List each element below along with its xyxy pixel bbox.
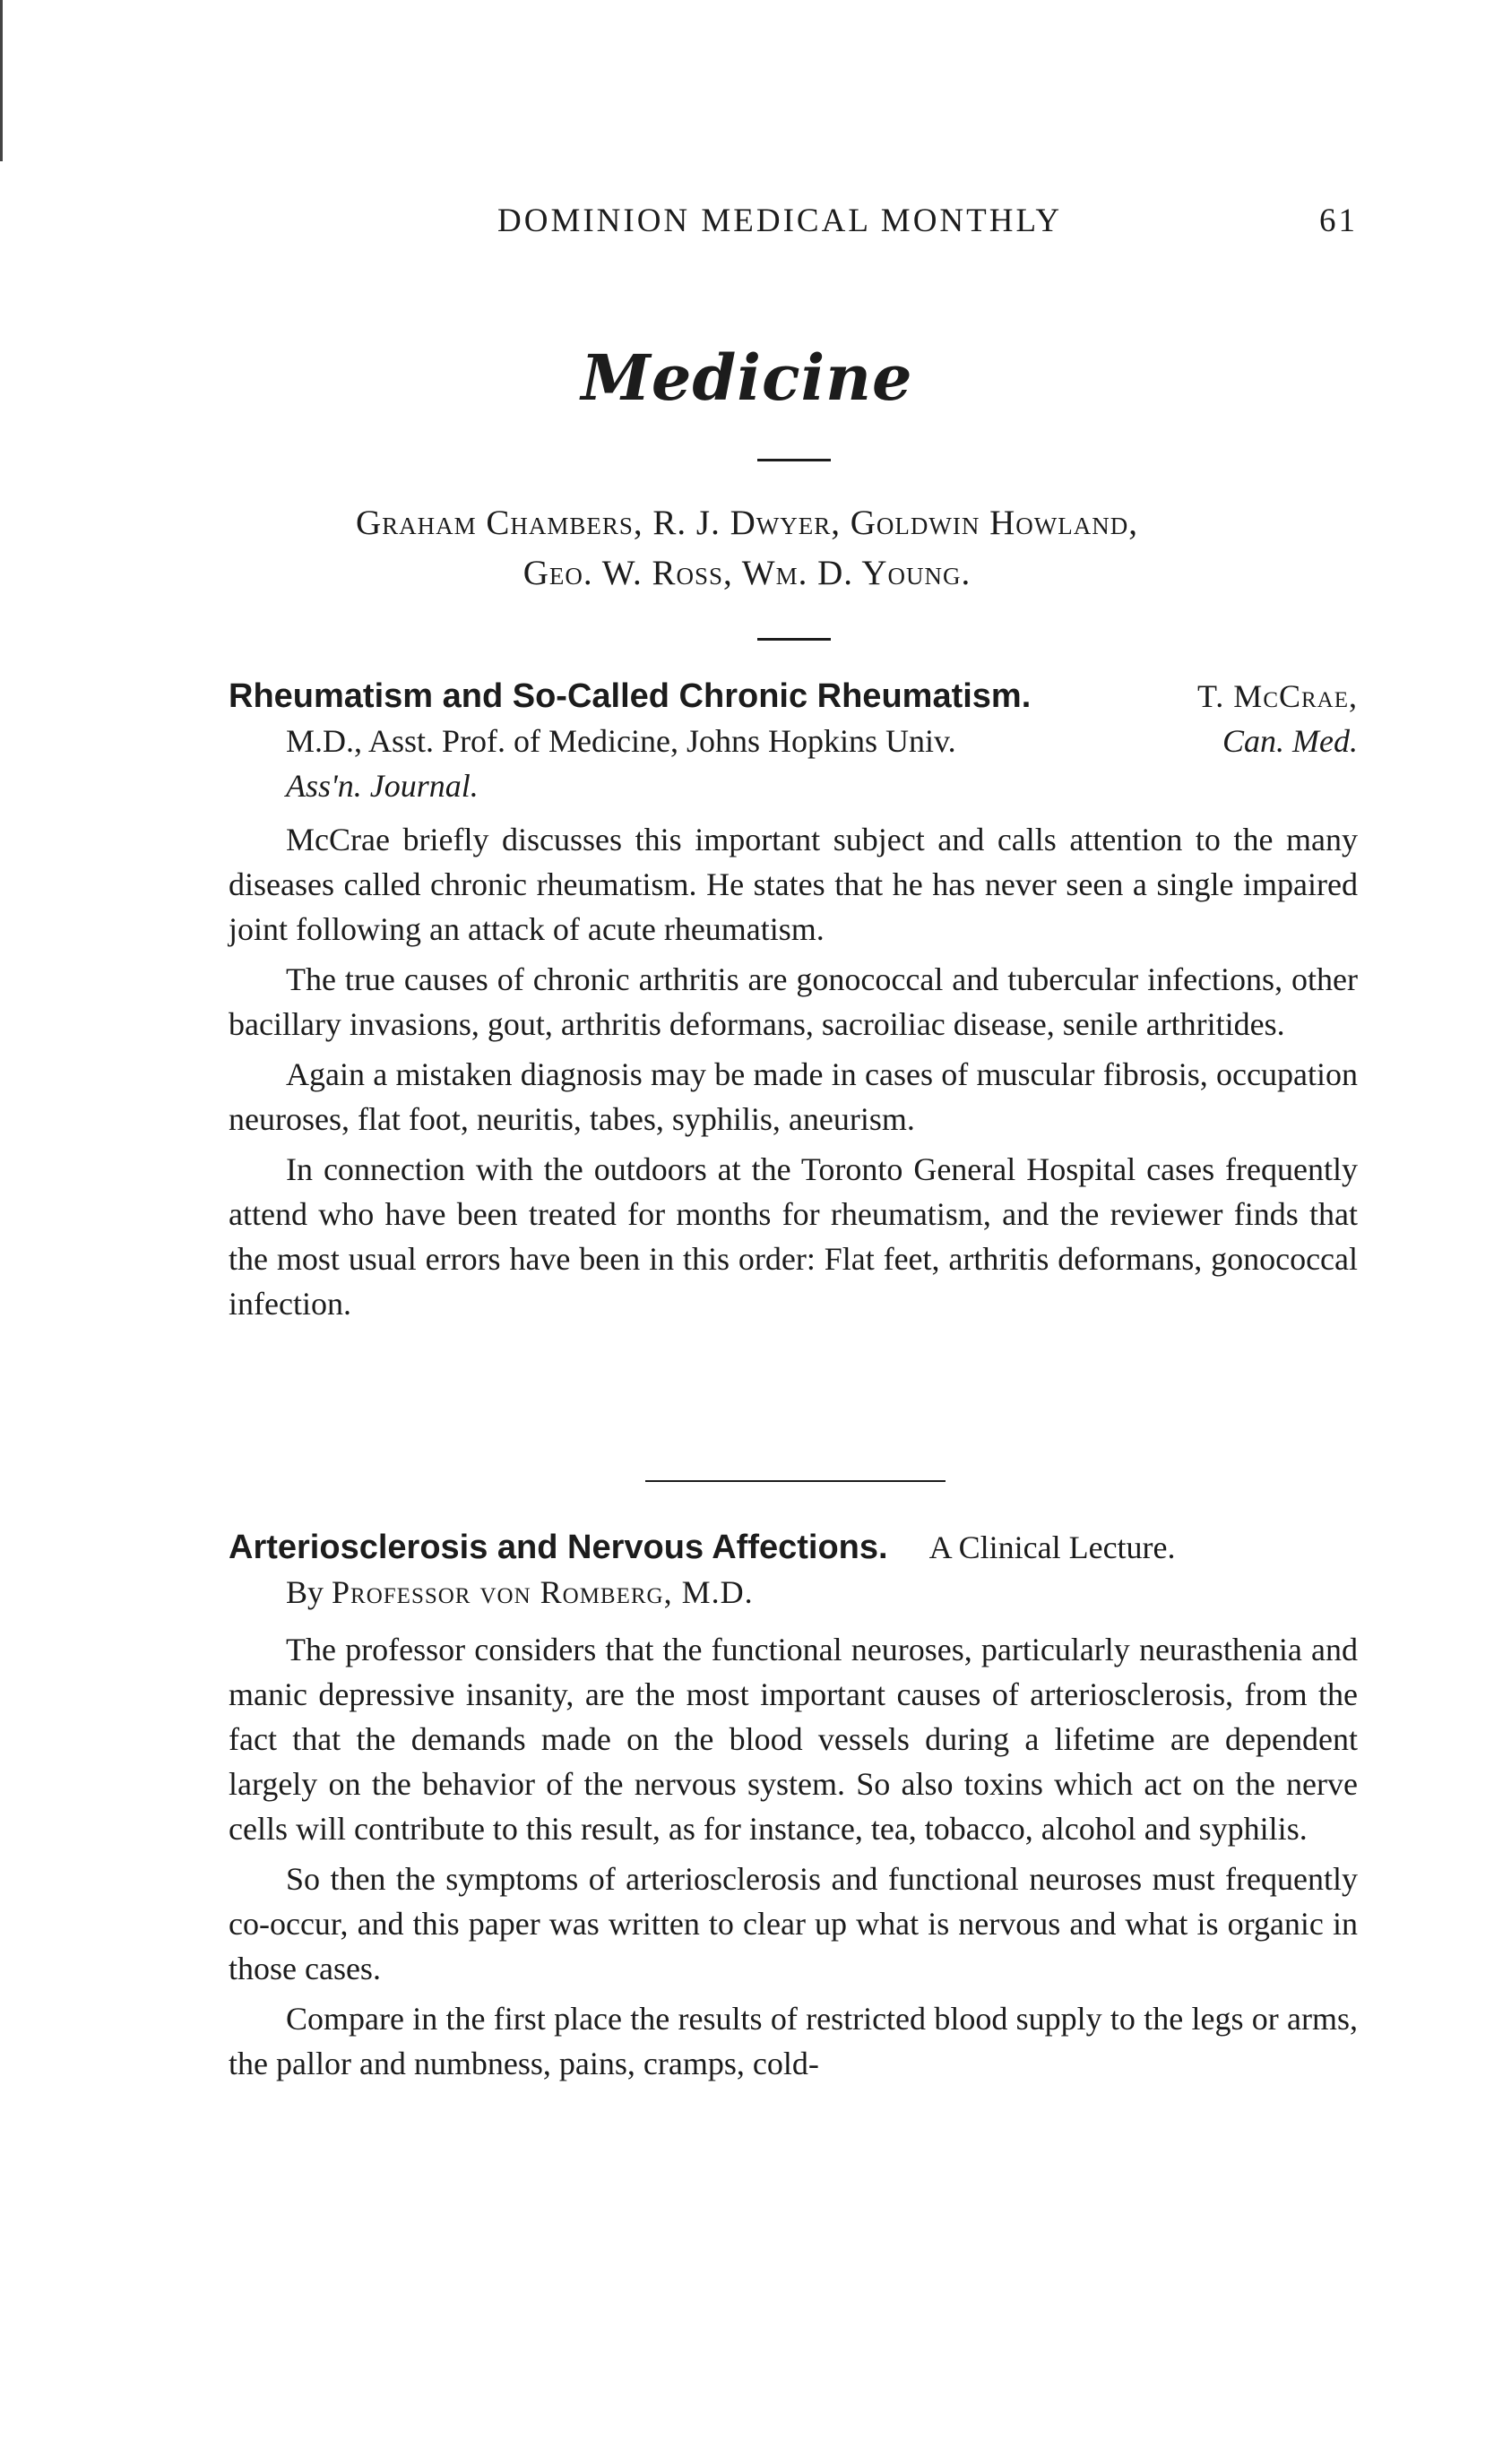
journal-name: DOMINION MEDICAL MONTHLY [497,202,1063,239]
article-2-author: Professor von Romberg, M.D. [332,1574,754,1610]
editors-line-2: Geo. W. Ross, Wm. D. Young. [522,554,972,592]
article-1-body [229,817,1358,1331]
article-2-title: Arteriosclerosis and Nervous Affections. [229,1529,888,1566]
editors-list [0,498,1494,599]
article-2-paragraph: So then the symptoms of arteriosclerosis and functional neuroses must frequently co-occur, and this paper was written to clear up what is nervous and what is organic in those cases. [229,1861,1358,1986]
article-1-source: Can. Med. [1222,723,1358,759]
article-2-heading [229,1525,1358,1615]
article-1-paragraph: In connection with the outdoors at the Toronto General Hospital cases frequently attend who have been treated for months for rheumatism, and the reviewer finds that the most usual errors have been in this order: Flat feet, arthritis deformans, gonococcal infection. [229,1151,1358,1322]
article-2-paragraph: The professor considers that the functional neuroses, particularly neurasthenia and manic depressive insanity, are the most important causes of arteriosclerosis, from the fact that the demands made on the blood vessels during a lifetime are dependent largely on the behavior of the nervous system. So also toxins which act on the nerve cells will contribute to this result, as for instance, tea, tobacco, alcohol and syphilis. [229,1632,1358,1847]
page-edge-shadow [0,0,3,161]
page-number: 61 [1319,202,1358,239]
article-2-byline-prefix: By [286,1574,324,1610]
article-1-source-continued: Ass'n. Journal. [286,768,479,804]
article-1-heading [229,674,1358,808]
article-2-subtitle: A Clinical Lecture. [928,1529,1176,1565]
article-1-paragraph: McCrae briefly discusses this important subject and calls attention to the many diseases called chronic rheumatism. He states that he has never seen a single impaired joint following an attack of acute rheumatism. [229,822,1358,947]
editors-rule [757,638,831,641]
article-1-paragraph: Again a mistaken diagnosis may be made in cases of muscular fibrosis, occupation neuroses, flat foot, neuritis, tabes, syphilis, aneurism. [229,1056,1358,1137]
article-separator-rule [645,1480,946,1482]
article-2-paragraph: Compare in the first place the results of restricted blood supply to the legs or arms, the pallor and numbness, pains, cramps, cold- [229,2001,1358,2081]
editors-line-1: Graham Chambers, R. J. Dwyer, Goldwin Howland, [355,504,1139,542]
article-1-affiliation: M.D., Asst. Prof. of Medicine, Johns Hopkins Univ. [286,723,956,759]
title-rule [757,459,831,461]
section-title: Medicine [581,340,913,415]
article-2-body [229,1627,1358,2091]
article-1-paragraph: The true causes of chronic arthritis are gonococcal and tubercular infections, other bacillary invasions, gout, arthritis deformans, sacroiliac disease, senile arthritides. [229,961,1358,1042]
article-1-title: Rheumatism and So-Called Chronic Rheumatism. [229,677,1032,715]
article-1-author: T. McCrae, [1196,678,1358,714]
